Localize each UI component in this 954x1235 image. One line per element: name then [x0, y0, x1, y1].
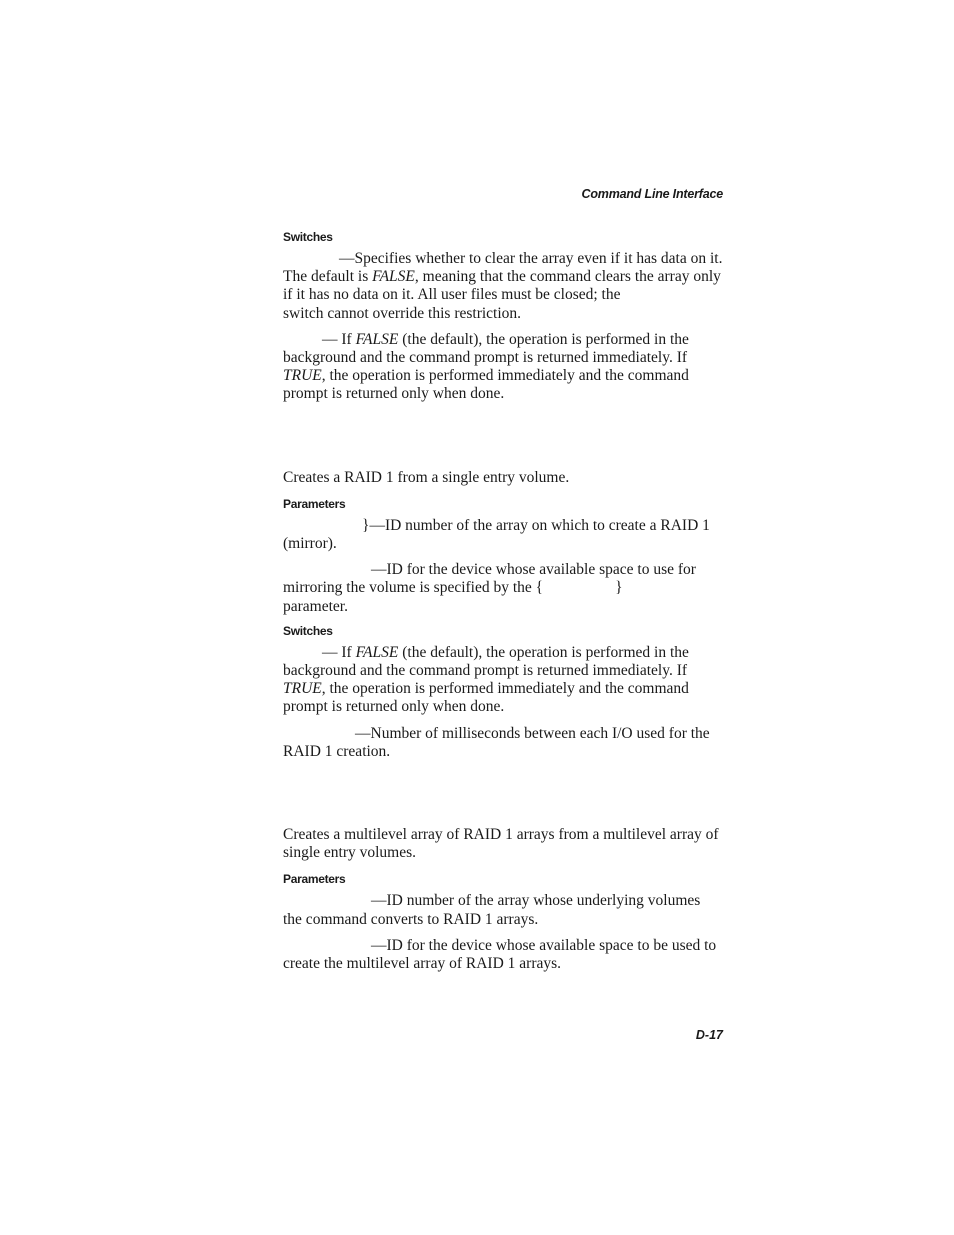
- text-run: }: [615, 579, 623, 597]
- text-run: —ID for the device whose available space to use for mirroring the volume is specified by the {: [283, 561, 696, 597]
- text-run: — If: [322, 330, 356, 348]
- italic-value: TRUE: [283, 367, 322, 385]
- italic-value: FALSE: [355, 643, 399, 661]
- text-run: switch cannot override this restriction.: [283, 304, 522, 322]
- text-run: —Number of milliseconds between each I/O used for the RAID 1 creation.: [283, 724, 710, 760]
- text-run: — If: [322, 643, 356, 661]
- text-run: (the default), the operation is performed in the background and the command prompt is returned immediately. If: [283, 330, 689, 367]
- array-id-parameter-description: [283, 517, 723, 553]
- text-run: , the operation is performed immediately and the command prompt is returned only when done.: [283, 367, 689, 403]
- page-content: [283, 228, 723, 973]
- section3-intro: Creates a multilevel array of RAID 1 arrays from a multilevel array of single entry volumes.: [283, 826, 719, 862]
- wait-switch-description: [283, 644, 723, 717]
- parameters-heading: Parameters: [283, 872, 346, 887]
- device-id-parameter-description: [283, 937, 723, 973]
- text-run: parameter.: [283, 597, 348, 615]
- clear-switch-description: [283, 250, 723, 323]
- page-number: D-17: [695, 1028, 723, 1042]
- text-run: —ID for the device whose available space to be used to create the multilevel array of RAID 1 arrays.: [283, 936, 717, 973]
- text-run: —Specifies whether to clear the array even if it has data on it. The default is: [283, 250, 723, 286]
- italic-value: FALSE: [372, 268, 415, 286]
- text-run: (the default), the operation is performed in the background and the command prompt is returned immediately. If: [283, 643, 689, 680]
- italic-value: FALSE: [355, 330, 399, 348]
- section2-intro: Creates a RAID 1 from a single entry volume.: [283, 468, 570, 486]
- wait-switch-description: [283, 331, 723, 404]
- italic-value: TRUE: [283, 680, 322, 698]
- array-id-parameter-description: [283, 892, 723, 928]
- parameters-heading: Parameters: [283, 496, 346, 511]
- running-header: Command Line Interface: [581, 187, 723, 201]
- text-run: , meaning that the command clears the array only if it has no data on it. All user files must be closed; the: [283, 268, 721, 304]
- text-run: }—ID number of the array on which to create a RAID 1 (mirror).: [283, 516, 710, 553]
- text-run: —ID number of the array whose underlying volumes the command converts to RAID 1 arrays.: [283, 892, 701, 928]
- text-run: , the operation is performed immediately and the command prompt is returned only when done.: [283, 680, 689, 716]
- switches-heading: Switches: [283, 230, 333, 244]
- device-id-parameter-description: [283, 561, 723, 616]
- delay-switch-description: [283, 725, 723, 761]
- switches-heading: Switches: [283, 623, 333, 638]
